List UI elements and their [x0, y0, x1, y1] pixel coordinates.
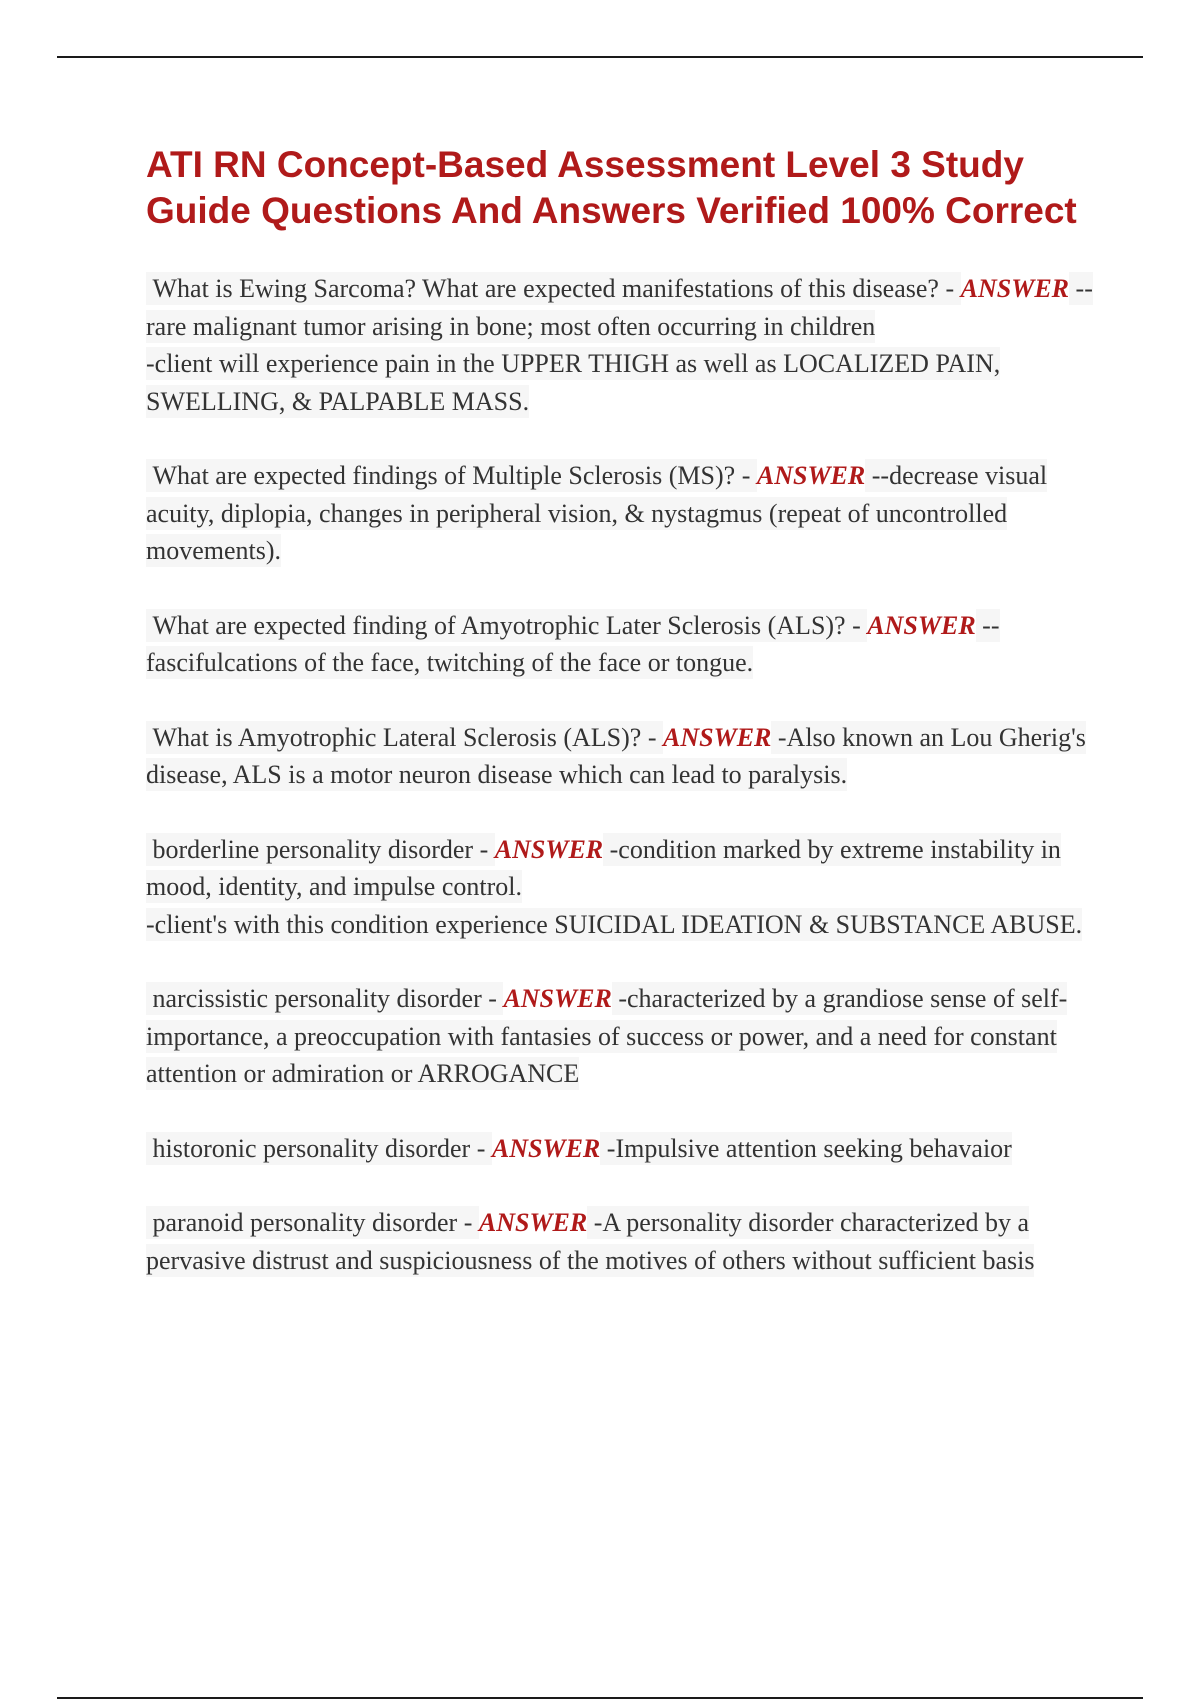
- question-text: narcissistic personality disorder: [152, 984, 482, 1013]
- qa-item: What are expected finding of Amyotrophic Later Sclerosis (ALS)? - ANSWER --fascifulcations of the face, twitching of the face or tongue.: [146, 610, 1000, 677]
- question-text: What are expected finding of Amyotrophic Later Sclerosis (ALS)?: [152, 610, 846, 640]
- answer-label: ANSWER: [663, 722, 772, 752]
- question-text: paranoid personality disorder: [152, 1208, 458, 1237]
- answer-text: --rare malignant tumor arising in bone; most often occurring in children: [146, 274, 1093, 341]
- qa-item: What is Ewing Sarcoma? What are expected manifestations of this disease? - ANSWER --rare malignant tumor arising in bone; most often occurring in children -client will experience pain in the UPPER THIGH as well as LOCALIZED PAIN, SWELLING, & PALPABLE MASS.: [146, 274, 1093, 416]
- answer-label: ANSWER: [494, 834, 604, 864]
- bottom-rule: [57, 1697, 1143, 1699]
- answer-text: -Impulsive attention seeking behavaior: [606, 1133, 1012, 1163]
- answer-label: ANSWER: [960, 274, 1070, 303]
- question-text: borderline personality disorder: [152, 834, 474, 864]
- question-text: historonic personality disorder: [152, 1133, 471, 1163]
- answer-label: ANSWER: [503, 984, 612, 1013]
- qa-item: historonic personality disorder - ANSWER -Impulsive attention seeking behavaior: [146, 1130, 1096, 1168]
- document-title: ATI RN Concept-Based Assessment Level 3 Study Guide Questions And Answers Verified 100% Correct: [146, 144, 1077, 231]
- answer-label: ANSWER: [491, 1133, 601, 1163]
- answer-label: ANSWER: [478, 1208, 588, 1237]
- qa-item: paranoid personality disorder - ANSWER -A personality disorder characterized by a pervasive distrust and suspiciousness of the motives of others without sufficient basis: [146, 1208, 1035, 1275]
- question-text: What is Ewing Sarcoma? What are expected manifestations of this disease?: [152, 274, 939, 303]
- top-rule: [57, 56, 1143, 58]
- answer-text: -client will experience pain in the UPPER THIGH as well as LOCALIZED PAIN, SWELLING, & PALPABLE MASS.: [146, 349, 1001, 416]
- answer-text: -A personality disorder characterized by a pervasive distrust and suspiciousness of the motives of others without sufficient basis: [146, 1208, 1035, 1275]
- qa-item: What are expected findings of Multiple Sclerosis (MS)? - ANSWER --decrease visual acuity, diplopia, changes in peripheral vision, & nystagmus (repeat of uncontrolled movements).: [146, 461, 1048, 565]
- question-text: What is Amyotrophic Lateral Sclerosis (ALS)?: [152, 722, 642, 752]
- document-body: [146, 142, 1096, 1316]
- answer-text: --fascifulcations of the face, twitching of the face or tongue.: [146, 610, 1000, 677]
- answer-text: -characterized by a grandiose sense of self-importance, a preoccupation with fantasies of success or power, and a need for constant attention or admiration or ARROGANCE: [146, 984, 1068, 1088]
- answer-label: ANSWER: [756, 461, 866, 490]
- answer-text: -condition marked by extreme instability in mood, identity, and impulse control.: [146, 834, 1061, 901]
- qa-item: borderline personality disorder - ANSWER -condition marked by extreme instability in mood, identity, and impulse control. -client's with this condition experience SUICIDAL IDEATION & SUBSTANCE ABUSE.: [146, 834, 1083, 939]
- answer-text: -client's with this condition experience SUICIDAL IDEATION & SUBSTANCE ABUSE.: [146, 909, 1083, 939]
- qa-item: What is Amyotrophic Lateral Sclerosis (ALS)? - ANSWER -Also known an Lou Gherig's disease, ALS is a motor neuron disease which can lead to paralysis.: [146, 722, 1086, 789]
- answer-text: -Also known an Lou Gherig's disease, ALS is a motor neuron disease which can lead to paralysis.: [146, 722, 1086, 789]
- qa-item: narcissistic personality disorder - ANSWER -characterized by a grandiose sense of self-importance, a preoccupation with fantasies of success or power, and a need for constant attention or admiration or ARROGANCE: [146, 984, 1068, 1088]
- answer-label: ANSWER: [867, 610, 976, 640]
- question-text: What are expected findings of Multiple Sclerosis (MS)?: [152, 461, 736, 490]
- answer-text: --decrease visual acuity, diplopia, changes in peripheral vision, & nystagmus (repeat of uncontrolled movements).: [146, 461, 1048, 565]
